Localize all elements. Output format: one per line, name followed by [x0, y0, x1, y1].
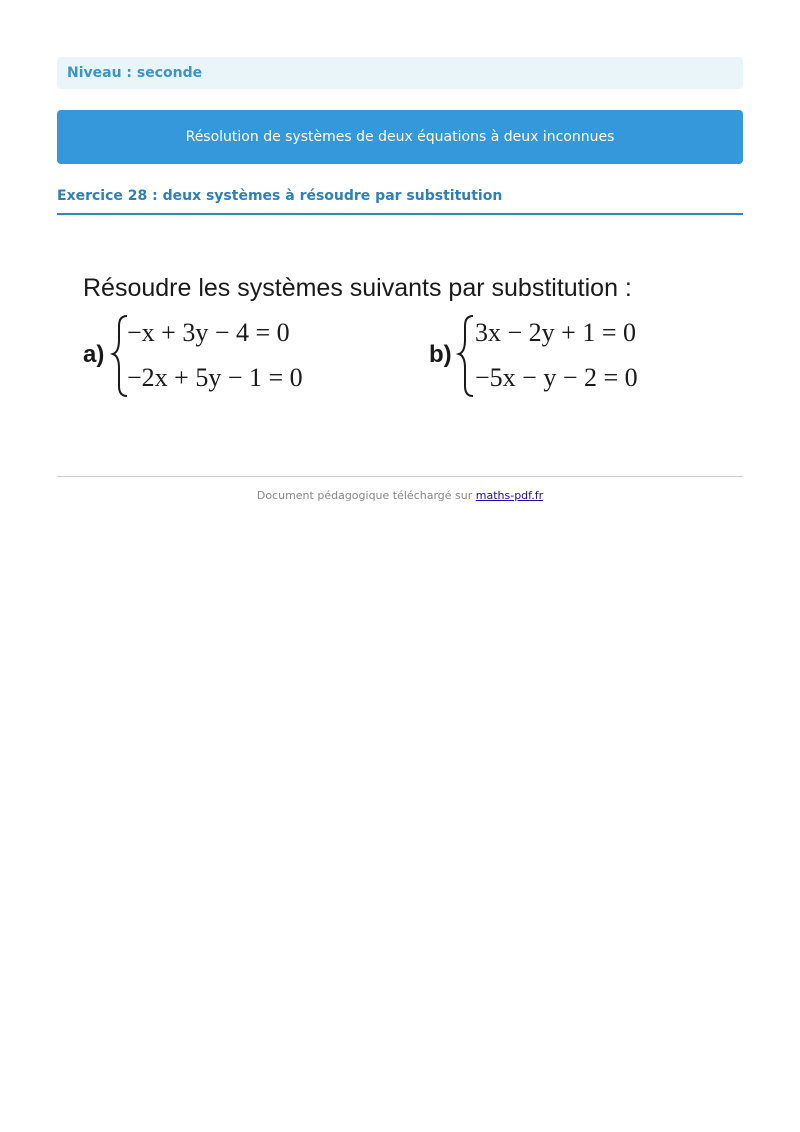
footer-text: Document pédagogique téléchargé sur [256, 489, 476, 502]
system-a-label: a) [83, 341, 105, 368]
title-banner [57, 110, 743, 164]
system-b-equation-2: −5x − y − 2 = 0 [475, 363, 638, 392]
exercise-instruction: Résoudre les systèmes suivants par substitution : [83, 274, 632, 302]
exercise-title: Exercice 28 : deux systèmes à résoudre par substitution [57, 188, 503, 204]
footer-divider [57, 476, 743, 477]
system-b-label: b) [429, 341, 452, 368]
footer-link[interactable]: maths-pdf.fr [475, 489, 544, 502]
system-a-equation-1: −x + 3y − 4 = 0 [127, 318, 290, 347]
system-b-equation-1: 3x − 2y + 1 = 0 [475, 318, 636, 347]
system-a-brace [113, 316, 127, 396]
exercise-heading [57, 185, 743, 215]
exercise-image [75, 262, 690, 414]
system-b-brace [459, 316, 473, 396]
page-title: Résolution de systèmes de deux équations à deux inconnues [185, 129, 615, 145]
system-a-equation-2: −2x + 5y − 1 = 0 [127, 363, 303, 392]
footer [57, 489, 743, 502]
level-label: Niveau : seconde [67, 65, 203, 81]
level-box [57, 57, 743, 89]
